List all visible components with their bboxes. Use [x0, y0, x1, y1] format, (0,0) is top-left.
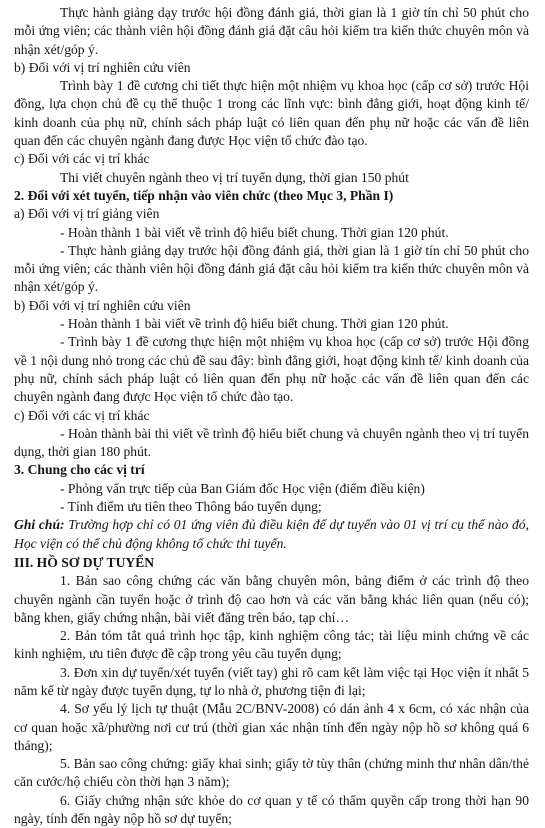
section-title: III. HỒ SƠ DỰ TUYỂN: [14, 554, 155, 570]
list-item: 6. Giấy chứng nhận sức khỏe do cơ quan y tế có thẩm quyền cấp trong thời hạn 90 ngày, tính đến ngày nộp hồ sơ dự tuyển;: [14, 792, 529, 827]
body-paragraph: - Thực hành giảng dạy trước hội đồng đánh giá, thời gian là 1 giờ tín chỉ 50 phút cho mỗi ứng viên; các thành viên hội đồng đánh giá đặt câu hỏi kiểm tra kiến thức chuyên môn và nhận xét/góp ý.: [14, 242, 529, 295]
subsection-heading: c) Đối với các vị trí khác: [14, 151, 150, 167]
section-heading: 2. Đối với xét tuyển, tiếp nhận vào viên chức (theo Mục 3, Phần I): [14, 187, 394, 203]
subsection-heading: c) Đối với các vị trí khác: [14, 407, 150, 423]
body-paragraph: - Tính điểm ưu tiên theo Thông báo tuyển dụng;: [60, 499, 322, 515]
body-paragraph: - Hoàn thành 1 bài viết về trình độ hiểu biết chung. Thời gian 120 phút.: [60, 316, 449, 332]
subsection-heading: a) Đối với vị trí giảng viên: [14, 206, 160, 222]
body-paragraph: - Hoàn thành bài thi viết về trình độ hiểu biết chung và chuyên ngành theo vị trí tuyển dụng, thời gian 180 phút.: [14, 425, 529, 460]
note-text: Trường hợp chỉ có 01 ứng viên đủ điều kiện để dự tuyển vào 01 vị trí cụ thể nào đó, Học viện có thể chủ động không tổ chức thi tuyển.: [14, 517, 530, 551]
subsection-heading: b) Đối với vị trí nghiên cứu viên: [14, 297, 191, 313]
body-paragraph: Trình bày 1 đề cương chi tiết thực hiện một nhiệm vụ khoa học (cấp cơ sở) trước Hội đồng, lựa chọn chủ đề cụ thể thuộc 1 trong các lĩnh vực: bình đẳng giới, hoạt động kinh tế/ kinh doanh của phụ nữ, chính sách pháp luật có liên quan đến phụ nữ hoặc các vấn đề liên quan đến các chuyên ngành đang được Học viện tổ chức đào tạo.: [14, 78, 529, 149]
list-item: 5. Bản sao công chứng: giấy khai sinh; giấy tờ tùy thân (chứng minh thư nhân dân/thẻ căn cước/hộ chiếu còn thời hạn 3 năm);: [14, 756, 529, 790]
section-heading: 3. Chung cho các vị trí: [14, 462, 145, 478]
body-paragraph: Thực hành giảng dạy trước hội đồng đánh giá, thời gian là 1 giờ tín chỉ 50 phút cho mỗi ứng viên; các thành viên hội đồng đánh giá đặt câu hỏi kiểm tra kiến thức chuyên môn và nhận xét/góp ý.: [14, 5, 529, 57]
list-item: 1. Bản sao công chứng các văn bằng chuyên môn, bảng điểm ở các trình độ theo chuyên ngành cần tuyển hoặc ở trình độ cao hơn và các văn bằng khác liên quan (nếu có); bằng khen, giấy chứng nhận, bài viết đăng trên báo, tạp chí…: [14, 573, 529, 625]
body-paragraph: - Trình bày 1 đề cương thực hiện một nhiệm vụ khoa học (cấp cơ sở) trước Hội đồng về 1 nội dung nhỏ trong các chủ đề sau đây: bình đẳng giới, hoạt động kinh tế/ kinh doanh của phụ nữ, chính sách pháp luật có liên quan đến phụ nữ hoặc các vấn đề liên quan đến các chuyên ngành đang được Học viện tổ chức đào tạo.: [14, 334, 529, 405]
note-label: Ghi chú:: [14, 517, 65, 533]
list-item: 3. Đơn xin dự tuyển/xét tuyển (viết tay) ghi rõ cam kết làm việc tại Học viện ít nhất 5 năm kể từ ngày được tuyển dụng, tự lo nhà ở, phương tiện đi lại;: [14, 664, 529, 698]
list-item: 4. Sơ yếu lý lịch tự thuật (Mẫu 2C/BNV-2008) có dán ảnh 4 x 6cm, có xác nhận của cơ quan hoặc xã/phường nơi cư trú (thời gian xác nhận tính đến ngày nộp hồ sơ không quá 6 tháng);: [14, 701, 529, 753]
note-paragraph: [14, 516, 529, 553]
document-body: [14, 4, 529, 516]
list-item: 2. Bản tóm tắt quá trình học tập, kinh nghiệm công tác; tài liệu minh chứng về các kinh nghiệm, ưu tiên được đề cập trong yêu cầu tuyển dụng;: [14, 628, 529, 662]
requirements-list: [14, 572, 529, 828]
body-paragraph: - Phỏng vấn trực tiếp của Ban Giám đốc Học viện (điểm điều kiện): [60, 480, 425, 496]
body-paragraph: - Hoàn thành 1 bài viết về trình độ hiểu biết chung. Thời gian 120 phút.: [60, 224, 449, 240]
body-paragraph: Thi viết chuyên ngành theo vị trí tuyển dụng, thời gian 150 phút: [60, 169, 409, 185]
subsection-heading: b) Đối với vị trí nghiên cứu viên: [14, 59, 191, 75]
